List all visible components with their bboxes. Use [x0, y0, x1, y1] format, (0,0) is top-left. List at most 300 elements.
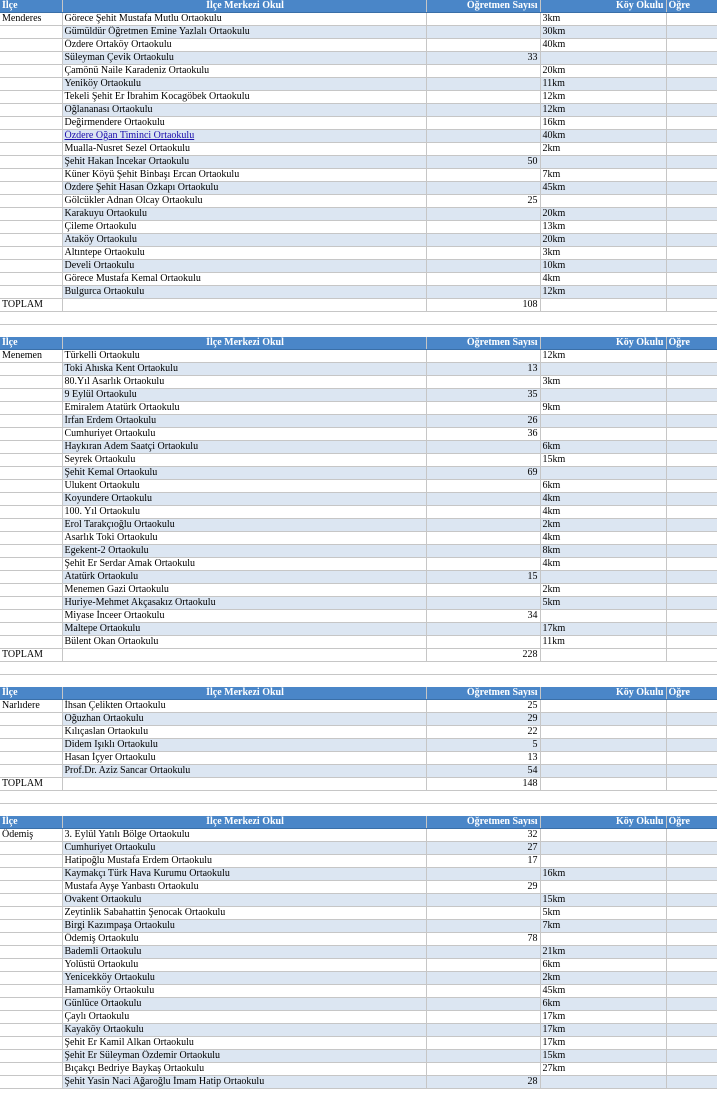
village-distance-cell[interactable]: 6km: [540, 959, 666, 972]
empty-cell[interactable]: [666, 104, 717, 117]
school-cell[interactable]: Türkelli Ortaokulu: [62, 350, 426, 363]
school-cell[interactable]: Değirmendere Ortaokulu: [62, 117, 426, 130]
village-distance-cell[interactable]: [540, 881, 666, 894]
empty-cell[interactable]: [666, 571, 717, 584]
empty-cell[interactable]: [666, 415, 717, 428]
ilce-cell[interactable]: [0, 946, 62, 959]
village-distance-cell[interactable]: 13km: [540, 221, 666, 234]
ilce-cell[interactable]: Menderes: [0, 13, 62, 26]
teacher-count-cell[interactable]: 26: [426, 415, 540, 428]
school-cell[interactable]: Ataköy Ortaokulu: [62, 234, 426, 247]
village-distance-cell[interactable]: 2km: [540, 143, 666, 156]
teacher-count-cell[interactable]: 29: [426, 713, 540, 726]
teacher-count-cell[interactable]: [426, 532, 540, 545]
teacher-count-cell[interactable]: [426, 959, 540, 972]
school-cell[interactable]: Toki Ahıska Kent Ortaokulu: [62, 363, 426, 376]
ilce-cell[interactable]: [0, 571, 62, 584]
empty-cell[interactable]: [666, 506, 717, 519]
header-ogretmen-sayisi[interactable]: Öğretmen Sayısı: [426, 337, 540, 350]
school-cell[interactable]: Bademli Ortaokulu: [62, 946, 426, 959]
empty-cell[interactable]: [666, 208, 717, 221]
school-cell[interactable]: Prof.Dr. Aziz Sancar Ortaokulu: [62, 765, 426, 778]
school-cell[interactable]: Atatürk Ortaokulu: [62, 571, 426, 584]
teacher-count-cell[interactable]: 22: [426, 726, 540, 739]
school-cell[interactable]: Seyrek Ortaokulu: [62, 454, 426, 467]
teacher-count-cell[interactable]: 35: [426, 389, 540, 402]
teacher-count-cell[interactable]: [426, 1037, 540, 1050]
village-distance-cell[interactable]: 21km: [540, 946, 666, 959]
ilce-cell[interactable]: [0, 842, 62, 855]
teacher-count-cell[interactable]: [426, 946, 540, 959]
empty-cell[interactable]: [666, 700, 717, 713]
teacher-count-cell[interactable]: [426, 402, 540, 415]
empty-cell[interactable]: [666, 156, 717, 169]
ilce-cell[interactable]: [0, 156, 62, 169]
village-distance-cell[interactable]: 3km: [540, 13, 666, 26]
header-okul[interactable]: İlçe Merkezi Okul: [62, 0, 426, 13]
ilce-cell[interactable]: [0, 221, 62, 234]
empty-cell[interactable]: [666, 234, 717, 247]
ilce-cell[interactable]: [0, 1050, 62, 1063]
ilce-cell[interactable]: [0, 208, 62, 221]
school-cell[interactable]: Özdere Ortaköy Ortaokulu: [62, 39, 426, 52]
school-cell[interactable]: İhsan Çelikten Ortaokulu: [62, 700, 426, 713]
ilce-cell[interactable]: [0, 597, 62, 610]
school-cell[interactable]: İrfan Erdem Ortaokulu: [62, 415, 426, 428]
teacher-count-cell[interactable]: 13: [426, 363, 540, 376]
school-cell[interactable]: Yeniköy Ortaokulu: [62, 78, 426, 91]
ilce-cell[interactable]: [0, 907, 62, 920]
total-label[interactable]: TOPLAM: [0, 778, 62, 791]
ilce-cell[interactable]: [0, 610, 62, 623]
ilce-cell[interactable]: [0, 1011, 62, 1024]
school-cell[interactable]: 9 Eylül Ortaokulu: [62, 389, 426, 402]
empty-cell[interactable]: [666, 39, 717, 52]
village-distance-cell[interactable]: [540, 571, 666, 584]
village-distance-cell[interactable]: 6km: [540, 998, 666, 1011]
header-ogre[interactable]: Öğre: [666, 816, 717, 829]
village-distance-cell[interactable]: [540, 195, 666, 208]
village-distance-cell[interactable]: 4km: [540, 493, 666, 506]
header-okul[interactable]: İlçe Merkezi Okul: [62, 337, 426, 350]
empty-cell[interactable]: [666, 584, 717, 597]
teacher-count-cell[interactable]: [426, 558, 540, 571]
empty-cell[interactable]: [666, 130, 717, 143]
village-distance-cell[interactable]: 6km: [540, 480, 666, 493]
empty-cell[interactable]: [62, 299, 426, 312]
school-cell[interactable]: Mualla-Nusret Sezel Ortaokulu: [62, 143, 426, 156]
teacher-count-cell[interactable]: [426, 117, 540, 130]
ilce-cell[interactable]: [0, 415, 62, 428]
village-distance-cell[interactable]: 17km: [540, 1011, 666, 1024]
village-distance-cell[interactable]: [540, 1076, 666, 1089]
school-cell[interactable]: Zeytinlik Sabahattin Şenocak Ortaokulu: [62, 907, 426, 920]
village-distance-cell[interactable]: 12km: [540, 91, 666, 104]
empty-cell[interactable]: [666, 933, 717, 946]
village-distance-cell[interactable]: [540, 765, 666, 778]
ilce-cell[interactable]: [0, 247, 62, 260]
total-value[interactable]: 228: [426, 649, 540, 662]
header-ilce[interactable]: İlçe: [0, 0, 62, 13]
empty-cell[interactable]: [666, 713, 717, 726]
village-distance-cell[interactable]: 12km: [540, 104, 666, 117]
ilce-cell[interactable]: [0, 104, 62, 117]
ilce-cell[interactable]: [0, 726, 62, 739]
school-cell[interactable]: Yolüstü Ortaokulu: [62, 959, 426, 972]
teacher-count-cell[interactable]: 29: [426, 881, 540, 894]
header-ogretmen-sayisi[interactable]: Öğretmen Sayısı: [426, 687, 540, 700]
school-cell[interactable]: Altıntepe Ortaokulu: [62, 247, 426, 260]
teacher-count-cell[interactable]: [426, 454, 540, 467]
school-cell[interactable]: Şehit Er Süleyman Özdemir Ortaokulu: [62, 1050, 426, 1063]
teacher-count-cell[interactable]: 78: [426, 933, 540, 946]
ilce-cell[interactable]: [0, 920, 62, 933]
school-cell[interactable]: Koyundere Ortaokulu: [62, 493, 426, 506]
empty-cell[interactable]: [666, 428, 717, 441]
teacher-count-cell[interactable]: [426, 273, 540, 286]
ilce-cell[interactable]: [0, 169, 62, 182]
empty-cell[interactable]: [666, 247, 717, 260]
ilce-cell[interactable]: [0, 441, 62, 454]
ilce-cell[interactable]: [0, 933, 62, 946]
village-distance-cell[interactable]: [540, 752, 666, 765]
teacher-count-cell[interactable]: 13: [426, 752, 540, 765]
empty-cell[interactable]: [666, 558, 717, 571]
empty-cell[interactable]: [666, 726, 717, 739]
ilce-cell[interactable]: [0, 545, 62, 558]
ilce-cell[interactable]: [0, 143, 62, 156]
school-cell[interactable]: Huriye-Mehmet Akçasakız Ortaokulu: [62, 597, 426, 610]
teacher-count-cell[interactable]: 36: [426, 428, 540, 441]
header-koy-okulu[interactable]: Köy Okulu: [540, 687, 666, 700]
empty-cell[interactable]: [666, 597, 717, 610]
ilce-cell[interactable]: [0, 376, 62, 389]
empty-cell[interactable]: [666, 1063, 717, 1076]
village-distance-cell[interactable]: 7km: [540, 920, 666, 933]
header-ilce[interactable]: İlçe: [0, 337, 62, 350]
school-cell[interactable]: Birgi Kazımpaşa Ortaokulu: [62, 920, 426, 933]
ilce-cell[interactable]: [0, 493, 62, 506]
school-cell[interactable]: [62, 130, 426, 143]
ilce-cell[interactable]: [0, 881, 62, 894]
teacher-count-cell[interactable]: [426, 260, 540, 273]
empty-cell[interactable]: [62, 649, 426, 662]
ilce-cell[interactable]: [0, 584, 62, 597]
ilce-cell[interactable]: Ödemiş: [0, 829, 62, 842]
teacher-count-cell[interactable]: 17: [426, 855, 540, 868]
empty-cell[interactable]: [666, 143, 717, 156]
village-distance-cell[interactable]: [540, 156, 666, 169]
school-cell[interactable]: Kılıçaslan Ortaokulu: [62, 726, 426, 739]
school-cell[interactable]: Ulukent Ortaokulu: [62, 480, 426, 493]
ilce-cell[interactable]: [0, 402, 62, 415]
ilce-cell[interactable]: [0, 765, 62, 778]
empty-cell[interactable]: [666, 195, 717, 208]
ilce-cell[interactable]: [0, 195, 62, 208]
empty-cell[interactable]: [666, 907, 717, 920]
teacher-count-cell[interactable]: [426, 1050, 540, 1063]
teacher-count-cell[interactable]: [426, 545, 540, 558]
ilce-cell[interactable]: [0, 532, 62, 545]
empty-cell[interactable]: [666, 169, 717, 182]
ilce-cell[interactable]: [0, 26, 62, 39]
empty-cell[interactable]: [666, 1024, 717, 1037]
total-value[interactable]: 108: [426, 299, 540, 312]
village-distance-cell[interactable]: 6km: [540, 441, 666, 454]
ilce-cell[interactable]: [0, 260, 62, 273]
village-distance-cell[interactable]: [540, 739, 666, 752]
empty-cell[interactable]: [666, 920, 717, 933]
empty-cell[interactable]: [666, 623, 717, 636]
teacher-count-cell[interactable]: [426, 247, 540, 260]
village-distance-cell[interactable]: [540, 700, 666, 713]
school-cell[interactable]: Egekent-2 Ortaokulu: [62, 545, 426, 558]
ilce-cell[interactable]: [0, 894, 62, 907]
ilce-cell[interactable]: [0, 39, 62, 52]
ilce-cell[interactable]: [0, 1063, 62, 1076]
school-cell[interactable]: Emiralem Atatürk Ortaokulu: [62, 402, 426, 415]
ilce-cell[interactable]: [0, 519, 62, 532]
school-cell[interactable]: Menemen Gazi Ortaokulu: [62, 584, 426, 597]
school-cell[interactable]: Yenicekköy Ortaokulu: [62, 972, 426, 985]
ilce-cell[interactable]: [0, 623, 62, 636]
teacher-count-cell[interactable]: [426, 234, 540, 247]
empty-cell[interactable]: [666, 13, 717, 26]
empty-cell[interactable]: [666, 182, 717, 195]
school-cell[interactable]: Tekeli Şehit Er İbrahim Kocagöbek Ortaokulu: [62, 91, 426, 104]
header-okul[interactable]: İlçe Merkezi Okul: [62, 687, 426, 700]
school-cell[interactable]: Şehit Er Kamil Alkan Ortaokulu: [62, 1037, 426, 1050]
teacher-count-cell[interactable]: [426, 493, 540, 506]
header-ilce[interactable]: İlçe: [0, 816, 62, 829]
teacher-count-cell[interactable]: [426, 1024, 540, 1037]
ilce-cell[interactable]: [0, 273, 62, 286]
empty-cell[interactable]: [666, 52, 717, 65]
ilce-cell[interactable]: [0, 506, 62, 519]
teacher-count-cell[interactable]: 34: [426, 610, 540, 623]
village-distance-cell[interactable]: [540, 933, 666, 946]
empty-cell[interactable]: [666, 1076, 717, 1089]
empty-cell[interactable]: [666, 117, 717, 130]
village-distance-cell[interactable]: [540, 610, 666, 623]
empty-cell[interactable]: [666, 765, 717, 778]
teacher-count-cell[interactable]: 15: [426, 571, 540, 584]
village-distance-cell[interactable]: [540, 855, 666, 868]
village-distance-cell[interactable]: 17km: [540, 1024, 666, 1037]
village-distance-cell[interactable]: 3km: [540, 376, 666, 389]
teacher-count-cell[interactable]: [426, 143, 540, 156]
teacher-count-cell[interactable]: [426, 907, 540, 920]
empty-cell[interactable]: [666, 65, 717, 78]
village-distance-cell[interactable]: 17km: [540, 1037, 666, 1050]
village-distance-cell[interactable]: 11km: [540, 636, 666, 649]
village-distance-cell[interactable]: 30km: [540, 26, 666, 39]
header-okul[interactable]: İlçe Merkezi Okul: [62, 816, 426, 829]
empty-cell[interactable]: [666, 260, 717, 273]
teacher-count-cell[interactable]: [426, 65, 540, 78]
village-distance-cell[interactable]: [540, 389, 666, 402]
header-ogre[interactable]: Öğre: [666, 0, 717, 13]
school-cell[interactable]: Şehit Yasin Naci Ağaroğlu İmam Hatip Ortaokulu: [62, 1076, 426, 1089]
school-cell[interactable]: Çileme Ortaokulu: [62, 221, 426, 234]
village-distance-cell[interactable]: 4km: [540, 532, 666, 545]
school-cell[interactable]: Mustafa Ayşe Yanbastı Ortaokulu: [62, 881, 426, 894]
ilce-cell[interactable]: [0, 739, 62, 752]
teacher-count-cell[interactable]: [426, 636, 540, 649]
school-cell[interactable]: Oğlananası Ortaokulu: [62, 104, 426, 117]
empty-cell[interactable]: [666, 26, 717, 39]
ilce-cell[interactable]: Menemen: [0, 350, 62, 363]
ilce-cell[interactable]: [0, 868, 62, 881]
teacher-count-cell[interactable]: [426, 91, 540, 104]
teacher-count-cell[interactable]: 54: [426, 765, 540, 778]
teacher-count-cell[interactable]: [426, 597, 540, 610]
empty-cell[interactable]: [666, 739, 717, 752]
village-distance-cell[interactable]: 3km: [540, 247, 666, 260]
village-distance-cell[interactable]: 45km: [540, 182, 666, 195]
empty-cell[interactable]: [666, 894, 717, 907]
ilce-cell[interactable]: [0, 286, 62, 299]
school-cell[interactable]: Çaylı Ortaokulu: [62, 1011, 426, 1024]
teacher-count-cell[interactable]: [426, 894, 540, 907]
village-distance-cell[interactable]: [540, 829, 666, 842]
ilce-cell[interactable]: Narlıdere: [0, 700, 62, 713]
ilce-cell[interactable]: [0, 234, 62, 247]
school-cell[interactable]: Gölcükler Adnan Olcay Ortaokulu: [62, 195, 426, 208]
ilce-cell[interactable]: [0, 998, 62, 1011]
empty-cell[interactable]: [666, 829, 717, 842]
village-distance-cell[interactable]: [540, 467, 666, 480]
school-cell[interactable]: 3. Eylül Yatılı Bölge Ortaokulu: [62, 829, 426, 842]
teacher-count-cell[interactable]: 32: [426, 829, 540, 842]
school-cell[interactable]: Erol Tarakçıoğlu Ortaokulu: [62, 519, 426, 532]
teacher-count-cell[interactable]: [426, 78, 540, 91]
empty-cell[interactable]: [666, 868, 717, 881]
village-distance-cell[interactable]: 16km: [540, 868, 666, 881]
school-cell[interactable]: Gümüldür Öğretmen Emine Yazlalı Ortaokulu: [62, 26, 426, 39]
village-distance-cell[interactable]: [540, 363, 666, 376]
empty-cell[interactable]: [540, 649, 666, 662]
empty-cell[interactable]: [666, 636, 717, 649]
empty-cell[interactable]: [666, 985, 717, 998]
village-distance-cell[interactable]: 20km: [540, 234, 666, 247]
teacher-count-cell[interactable]: [426, 985, 540, 998]
school-cell[interactable]: Kayaköy Ortaokulu: [62, 1024, 426, 1037]
school-cell[interactable]: Haykıran Adem Saatçi Ortaokulu: [62, 441, 426, 454]
village-distance-cell[interactable]: 20km: [540, 65, 666, 78]
header-ogretmen-sayisi[interactable]: Öğretmen Sayısı: [426, 816, 540, 829]
ilce-cell[interactable]: [0, 972, 62, 985]
empty-cell[interactable]: [666, 454, 717, 467]
village-distance-cell[interactable]: 4km: [540, 558, 666, 571]
village-distance-cell[interactable]: [540, 415, 666, 428]
village-distance-cell[interactable]: 15km: [540, 894, 666, 907]
school-cell[interactable]: Hasan İçyer Ortaokulu: [62, 752, 426, 765]
village-distance-cell[interactable]: [540, 842, 666, 855]
empty-cell[interactable]: [666, 78, 717, 91]
teacher-count-cell[interactable]: 33: [426, 52, 540, 65]
empty-cell[interactable]: [666, 519, 717, 532]
teacher-count-cell[interactable]: [426, 221, 540, 234]
empty-cell[interactable]: [540, 299, 666, 312]
teacher-count-cell[interactable]: [426, 13, 540, 26]
empty-cell[interactable]: [666, 91, 717, 104]
empty-cell[interactable]: [666, 376, 717, 389]
village-distance-cell[interactable]: 20km: [540, 208, 666, 221]
village-distance-cell[interactable]: 45km: [540, 985, 666, 998]
teacher-count-cell[interactable]: [426, 480, 540, 493]
ilce-cell[interactable]: [0, 389, 62, 402]
teacher-count-cell[interactable]: 69: [426, 467, 540, 480]
empty-cell[interactable]: [666, 221, 717, 234]
teacher-count-cell[interactable]: [426, 104, 540, 117]
empty-cell[interactable]: [666, 855, 717, 868]
empty-cell[interactable]: [666, 1037, 717, 1050]
village-distance-cell[interactable]: 17km: [540, 623, 666, 636]
school-cell[interactable]: Cumhuriyet Ortaokulu: [62, 842, 426, 855]
school-cell[interactable]: Develi Ortaokulu: [62, 260, 426, 273]
school-cell[interactable]: Şehit Kemal Ortaokulu: [62, 467, 426, 480]
empty-cell[interactable]: [540, 778, 666, 791]
school-cell[interactable]: Çamönü Naile Karadeniz Ortaokulu: [62, 65, 426, 78]
school-cell[interactable]: Şehit Hakan İncekar Ortaokulu: [62, 156, 426, 169]
school-cell[interactable]: Bıçakçı Bedriye Baykaş Ortaokulu: [62, 1063, 426, 1076]
school-cell[interactable]: Günlüce Ortaokulu: [62, 998, 426, 1011]
village-distance-cell[interactable]: [540, 52, 666, 65]
total-label[interactable]: TOPLAM: [0, 649, 62, 662]
village-distance-cell[interactable]: [540, 726, 666, 739]
village-distance-cell[interactable]: [540, 713, 666, 726]
empty-cell[interactable]: [666, 959, 717, 972]
school-cell[interactable]: Asarlık Toki Ortaokulu: [62, 532, 426, 545]
ilce-cell[interactable]: [0, 182, 62, 195]
ilce-cell[interactable]: [0, 1076, 62, 1089]
teacher-count-cell[interactable]: [426, 1011, 540, 1024]
header-koy-okulu[interactable]: Köy Okulu: [540, 337, 666, 350]
teacher-count-cell[interactable]: [426, 441, 540, 454]
village-distance-cell[interactable]: 7km: [540, 169, 666, 182]
ilce-cell[interactable]: [0, 752, 62, 765]
ilce-cell[interactable]: [0, 959, 62, 972]
ilce-cell[interactable]: [0, 363, 62, 376]
village-distance-cell[interactable]: 12km: [540, 350, 666, 363]
school-cell[interactable]: Süleyman Çevik Ortaokulu: [62, 52, 426, 65]
empty-cell[interactable]: [666, 441, 717, 454]
school-cell[interactable]: Cumhuriyet Ortaokulu: [62, 428, 426, 441]
village-distance-cell[interactable]: [540, 428, 666, 441]
empty-cell[interactable]: [666, 273, 717, 286]
empty-cell[interactable]: [666, 532, 717, 545]
empty-cell[interactable]: [666, 998, 717, 1011]
village-distance-cell[interactable]: 40km: [540, 130, 666, 143]
village-distance-cell[interactable]: 16km: [540, 117, 666, 130]
village-distance-cell[interactable]: 2km: [540, 519, 666, 532]
empty-cell[interactable]: [666, 1050, 717, 1063]
teacher-count-cell[interactable]: 27: [426, 842, 540, 855]
ilce-cell[interactable]: [0, 480, 62, 493]
empty-cell[interactable]: [666, 1011, 717, 1024]
school-cell[interactable]: Bülent Okan Ortaokulu: [62, 636, 426, 649]
total-value[interactable]: 148: [426, 778, 540, 791]
school-link[interactable]: Özdere Oğan Timinci Ortaokulu: [64, 130, 195, 141]
teacher-count-cell[interactable]: 25: [426, 195, 540, 208]
empty-cell[interactable]: [666, 545, 717, 558]
ilce-cell[interactable]: [0, 855, 62, 868]
village-distance-cell[interactable]: 11km: [540, 78, 666, 91]
ilce-cell[interactable]: [0, 467, 62, 480]
teacher-count-cell[interactable]: [426, 623, 540, 636]
village-distance-cell[interactable]: 12km: [540, 286, 666, 299]
